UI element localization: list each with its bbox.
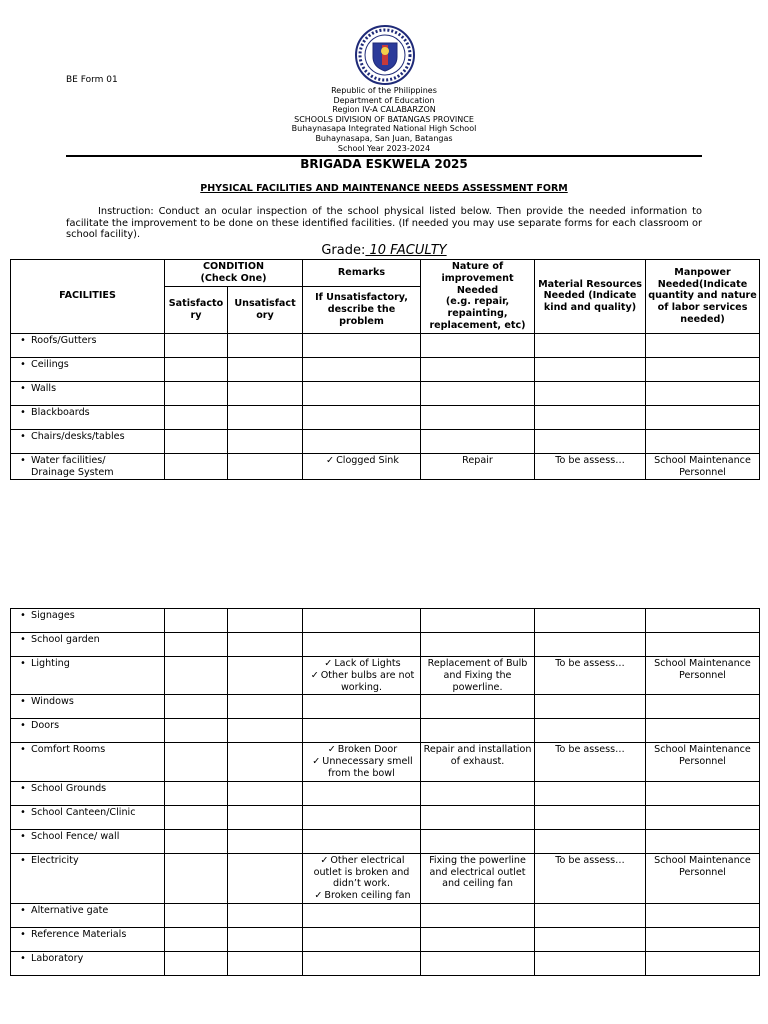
table-row: [11, 951, 760, 975]
bullet-icon: •: [20, 696, 26, 708]
material-cell[interactable]: [535, 903, 646, 927]
remark-text: Clogged Sink: [336, 454, 399, 466]
table-row: [11, 453, 760, 480]
remarks-cell[interactable]: [303, 333, 421, 357]
material-cell[interactable]: [535, 829, 646, 853]
facility-cell: [11, 719, 165, 743]
table-row: [11, 657, 760, 695]
facility-cell: [11, 829, 165, 853]
material-cell[interactable]: To be assess…: [535, 453, 646, 480]
remarks-cell[interactable]: [303, 719, 421, 743]
facility-label: Ceilings: [31, 358, 69, 370]
facility-label: Windows: [31, 696, 74, 708]
header-line-department: Department of Education: [333, 95, 435, 105]
nature-cell[interactable]: [421, 719, 535, 743]
unsatisfactory-cell[interactable]: [228, 357, 303, 381]
col-nature: Nature of improvement Needed (e.g. repair, repainting, replacement, etc): [421, 260, 535, 334]
facility-label: Doors: [31, 720, 60, 732]
manpower-cell[interactable]: [646, 805, 760, 829]
material-cell[interactable]: [535, 381, 646, 405]
header-line-republic: Republic of the Philippines: [331, 86, 437, 95]
unsatisfactory-cell[interactable]: [228, 951, 303, 975]
table-row: [11, 333, 760, 357]
page-title: BRIGADA ESKWELA 2025: [300, 157, 468, 171]
table-row: [11, 805, 760, 829]
unsatisfactory-cell[interactable]: [228, 453, 303, 480]
bullet-icon: •: [20, 430, 26, 442]
manpower-cell[interactable]: [646, 903, 760, 927]
form-subtitle: PHYSICAL FACILITIES AND MAINTENANCE NEEDS ASSESSMENT FORM: [200, 183, 568, 194]
manpower-cell[interactable]: [646, 405, 760, 429]
manpower-cell[interactable]: [646, 429, 760, 453]
nature-cell[interactable]: Fixing the powerline and electrical outlet and ceiling fan: [421, 853, 535, 903]
header-line-address: Buhaynasapa, San Juan, Batangas: [315, 134, 453, 143]
header-line-region: Region IV-A CALABARZON: [332, 105, 436, 115]
nature-cell[interactable]: [421, 405, 535, 429]
table-row: [11, 719, 760, 743]
header-line-division: SCHOOLS DIVISION OF BATANGAS PROVINCE: [294, 114, 474, 124]
unsatisfactory-cell[interactable]: [228, 927, 303, 951]
deped-seal: [353, 25, 417, 85]
col-remarks-sub: If Unsatisfactory, describe the problem: [303, 287, 421, 333]
nature-cell[interactable]: [421, 633, 535, 657]
bullet-icon: •: [20, 904, 26, 916]
material-cell[interactable]: [535, 609, 646, 633]
material-cell[interactable]: [535, 333, 646, 357]
facility-label: Roofs/Gutters: [31, 334, 97, 346]
facility-label: Reference Materials: [31, 928, 127, 940]
check-icon: ✓: [310, 669, 319, 681]
material-cell[interactable]: To be assess…: [535, 657, 646, 695]
col-condition: CONDITION (Check One): [165, 260, 303, 287]
manpower-cell[interactable]: [646, 695, 760, 719]
table-row: [11, 903, 760, 927]
nature-cell[interactable]: [421, 333, 535, 357]
bullet-icon: •: [20, 658, 26, 669]
nature-cell[interactable]: [421, 781, 535, 805]
unsatisfactory-cell[interactable]: [228, 829, 303, 853]
table-row: [11, 609, 760, 633]
bullet-icon: •: [20, 952, 26, 964]
facility-label: Lighting: [31, 658, 70, 669]
remarks-cell[interactable]: [303, 695, 421, 719]
facility-cell: [11, 853, 165, 903]
satisfactory-cell[interactable]: [165, 695, 228, 719]
unsatisfactory-cell[interactable]: [228, 695, 303, 719]
check-icon: ✓: [327, 744, 336, 756]
remarks-cell[interactable]: [303, 743, 421, 781]
form-code: BE Form 01: [66, 75, 118, 85]
manpower-cell[interactable]: [646, 333, 760, 357]
table-row: [11, 927, 760, 951]
bullet-icon: •: [20, 782, 26, 794]
facility-label: Water facilities/ Drainage System: [31, 454, 114, 478]
material-cell[interactable]: To be assess…: [535, 853, 646, 903]
facility-label: School Grounds: [31, 782, 107, 794]
remark-item: [305, 744, 418, 756]
remarks-cell[interactable]: [303, 405, 421, 429]
remark-item: [305, 658, 418, 670]
remark-item: [305, 855, 418, 890]
unsatisfactory-cell[interactable]: [228, 719, 303, 743]
check-icon: ✓: [314, 890, 323, 902]
grade-line: [0, 243, 768, 258]
remark-item: [305, 890, 418, 902]
col-facilities: FACILITIES: [11, 260, 165, 334]
remark-item: [305, 756, 418, 780]
nature-cell[interactable]: Repair: [421, 453, 535, 480]
material-cell[interactable]: [535, 429, 646, 453]
satisfactory-cell[interactable]: [165, 853, 228, 903]
satisfactory-cell[interactable]: [165, 657, 228, 695]
satisfactory-cell[interactable]: [165, 357, 228, 381]
remarks-cell[interactable]: [303, 805, 421, 829]
manpower-cell[interactable]: [646, 381, 760, 405]
nature-cell[interactable]: [421, 357, 535, 381]
table-row: [11, 633, 760, 657]
facility-cell: [11, 695, 165, 719]
remark-text: Unnecessary smell from the bowl: [322, 756, 413, 779]
facility-cell: [11, 743, 165, 781]
nature-cell[interactable]: [421, 609, 535, 633]
remark-item: [305, 455, 418, 467]
remark-text: Other bulbs are not working.: [320, 669, 415, 693]
remark-item: [305, 670, 418, 694]
satisfactory-cell[interactable]: [165, 903, 228, 927]
unsatisfactory-cell[interactable]: [228, 429, 303, 453]
unsatisfactory-cell[interactable]: [228, 381, 303, 405]
table-row: [11, 853, 760, 903]
facility-label: Comfort Rooms: [31, 744, 106, 756]
bullet-icon: •: [20, 830, 26, 842]
nature-cell[interactable]: Repair and installation of exhaust.: [421, 743, 535, 781]
material-cell[interactable]: [535, 927, 646, 951]
nature-cell[interactable]: [421, 805, 535, 829]
table-row: [11, 829, 760, 853]
satisfactory-cell[interactable]: [165, 333, 228, 357]
remarks-cell[interactable]: [303, 381, 421, 405]
material-cell[interactable]: [535, 633, 646, 657]
check-icon: ✓: [326, 454, 335, 466]
table-row: [11, 381, 760, 405]
remarks-cell[interactable]: [303, 429, 421, 453]
remarks-cell[interactable]: [303, 853, 421, 903]
facility-cell: [11, 333, 165, 357]
remarks-cell[interactable]: [303, 453, 421, 480]
bullet-icon: •: [20, 454, 26, 466]
nature-cell[interactable]: [421, 927, 535, 951]
nature-cell[interactable]: [421, 829, 535, 853]
facility-cell: [11, 405, 165, 429]
facility-cell: [11, 781, 165, 805]
col-manpower: Manpower Needed(Indicate quantity and nature of labor services needed): [646, 260, 760, 334]
material-cell[interactable]: [535, 719, 646, 743]
unsatisfactory-cell[interactable]: [228, 633, 303, 657]
bullet-icon: •: [20, 928, 26, 940]
col-remarks: Remarks: [303, 260, 421, 287]
satisfactory-cell[interactable]: [165, 633, 228, 657]
manpower-cell[interactable]: School Maintenance Personnel: [646, 657, 760, 695]
remarks-cell[interactable]: [303, 903, 421, 927]
satisfactory-cell[interactable]: [165, 951, 228, 975]
facility-cell: [11, 903, 165, 927]
facility-label: Walls: [31, 382, 57, 394]
nature-cell[interactable]: [421, 429, 535, 453]
facility-cell: [11, 429, 165, 453]
unsatisfactory-cell[interactable]: [228, 853, 303, 903]
bullet-icon: •: [20, 610, 26, 621]
unsatisfactory-cell[interactable]: [228, 333, 303, 357]
facility-label: School Fence/ wall: [31, 830, 120, 842]
table-row: [11, 781, 760, 805]
manpower-cell[interactable]: [646, 357, 760, 381]
facility-cell: [11, 633, 165, 657]
satisfactory-cell[interactable]: [165, 405, 228, 429]
remarks-cell[interactable]: [303, 951, 421, 975]
bullet-icon: •: [20, 806, 26, 818]
unsatisfactory-cell[interactable]: [228, 609, 303, 633]
bullet-icon: •: [20, 334, 26, 346]
grade-value: 10 FACULTY: [365, 243, 447, 258]
satisfactory-cell[interactable]: [165, 609, 228, 633]
satisfactory-cell[interactable]: [165, 429, 228, 453]
satisfactory-cell[interactable]: [165, 805, 228, 829]
nature-cell[interactable]: [421, 951, 535, 975]
nature-cell[interactable]: Replacement of Bulb and Fixing the powerline.: [421, 657, 535, 695]
manpower-cell[interactable]: [646, 609, 760, 633]
nature-cell[interactable]: [421, 381, 535, 405]
material-cell[interactable]: [535, 805, 646, 829]
facility-label: Signages: [31, 610, 75, 621]
bullet-icon: •: [20, 720, 26, 732]
check-icon: ✓: [324, 658, 333, 669]
remark-text: Broken Door: [337, 744, 398, 756]
manpower-cell[interactable]: [646, 719, 760, 743]
table-row: [11, 357, 760, 381]
col-satisfactory: Satisfacto ry: [165, 287, 228, 333]
remarks-cell[interactable]: [303, 633, 421, 657]
facility-label: Blackboards: [31, 406, 90, 418]
bullet-icon: •: [20, 634, 26, 645]
remarks-cell[interactable]: [303, 781, 421, 805]
manpower-cell[interactable]: [646, 633, 760, 657]
unsatisfactory-cell[interactable]: [228, 657, 303, 695]
manpower-cell[interactable]: School Maintenance Personnel: [646, 853, 760, 903]
material-cell[interactable]: [535, 695, 646, 719]
facility-label: School Canteen/Clinic: [31, 806, 136, 818]
unsatisfactory-cell[interactable]: [228, 781, 303, 805]
grade-label: Grade:: [321, 243, 366, 258]
remarks-cell[interactable]: [303, 829, 421, 853]
unsatisfactory-cell[interactable]: [228, 743, 303, 781]
facility-label: School garden: [31, 634, 100, 645]
nature-cell[interactable]: [421, 695, 535, 719]
remarks-cell[interactable]: [303, 357, 421, 381]
bullet-icon: •: [20, 358, 26, 370]
satisfactory-cell[interactable]: [165, 719, 228, 743]
remarks-cell[interactable]: [303, 657, 421, 695]
manpower-cell[interactable]: [646, 927, 760, 951]
material-cell[interactable]: [535, 357, 646, 381]
material-cell[interactable]: [535, 951, 646, 975]
facility-cell: [11, 357, 165, 381]
manpower-cell[interactable]: [646, 781, 760, 805]
satisfactory-cell[interactable]: [165, 453, 228, 480]
instruction-text: Instruction: Conduct an ocular inspection of the school physical listed below. Then provide the needed information to facilitate the improvement to be done on these identified facilities. (If needed you may use separate forms for each classroom or school facility).: [66, 206, 702, 241]
col-unsatisfactory: Unsatisfact ory: [228, 287, 303, 333]
remark-text: Lack of Lights: [334, 658, 401, 669]
satisfactory-cell[interactable]: [165, 781, 228, 805]
bullet-icon: •: [20, 382, 26, 394]
remarks-cell[interactable]: [303, 609, 421, 633]
check-icon: ✓: [320, 854, 329, 866]
table-row: [11, 695, 760, 719]
table-row: [11, 405, 760, 429]
unsatisfactory-cell[interactable]: [228, 903, 303, 927]
facility-label: Electricity: [31, 854, 79, 866]
facility-cell: [11, 657, 165, 695]
remark-text: Broken ceiling fan: [324, 890, 411, 902]
table-row: [11, 429, 760, 453]
check-icon: ✓: [312, 756, 321, 768]
unsatisfactory-cell[interactable]: [228, 805, 303, 829]
material-cell[interactable]: [535, 781, 646, 805]
assessment-table-2: [10, 608, 760, 976]
facility-cell: [11, 805, 165, 829]
facility-cell: [11, 453, 165, 480]
facility-cell: [11, 609, 165, 633]
facility-cell: [11, 927, 165, 951]
manpower-cell[interactable]: [646, 829, 760, 853]
table-row: [11, 743, 760, 781]
nature-cell[interactable]: [421, 903, 535, 927]
facility-label: Alternative gate: [31, 904, 109, 916]
col-material: Material Resources Needed (Indicate kind and quality): [535, 260, 646, 334]
bullet-icon: •: [20, 406, 26, 418]
material-cell[interactable]: [535, 405, 646, 429]
unsatisfactory-cell[interactable]: [228, 405, 303, 429]
header-line-school-year: School Year 2023-2024: [337, 143, 431, 153]
remark-text: Other electrical outlet is broken and didn’t work.: [313, 854, 410, 890]
facility-cell: [11, 951, 165, 975]
satisfactory-cell[interactable]: [165, 829, 228, 853]
bullet-icon: •: [20, 854, 26, 866]
assessment-table-1: [10, 259, 760, 480]
bullet-icon: •: [20, 744, 26, 756]
manpower-cell[interactable]: [646, 951, 760, 975]
facility-cell: [11, 381, 165, 405]
satisfactory-cell[interactable]: [165, 743, 228, 781]
manpower-cell[interactable]: School Maintenance Personnel: [646, 453, 760, 480]
facility-label: Chairs/desks/tables: [31, 430, 125, 442]
remarks-cell[interactable]: [303, 927, 421, 951]
header-line-school: Buhaynasapa Integrated National High School: [291, 124, 477, 134]
satisfactory-cell[interactable]: [165, 381, 228, 405]
satisfactory-cell[interactable]: [165, 927, 228, 951]
manpower-cell[interactable]: School Maintenance Personnel: [646, 743, 760, 781]
facility-label: Laboratory: [31, 952, 84, 964]
material-cell[interactable]: To be assess…: [535, 743, 646, 781]
